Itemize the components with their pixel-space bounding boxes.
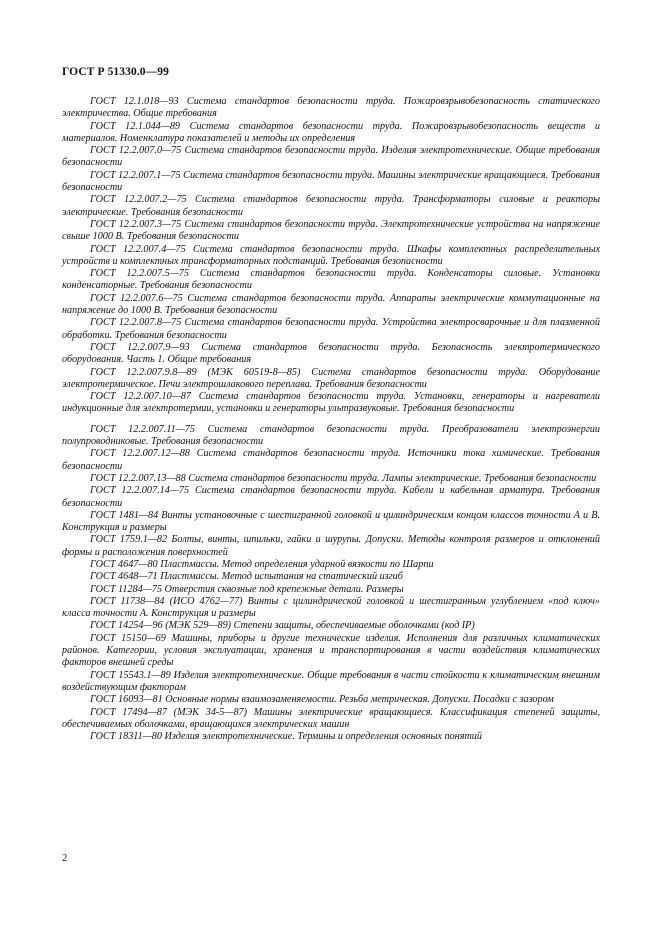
reference-item: ГОСТ 12.2.007.4—75 Система стандартов безопасности труда. Шкафы комплектных распределительных устройств и комплектных трансформаторных подстанций. Требования безопасности: [62, 243, 600, 267]
reference-item: ГОСТ 11738—84 (ИСО 4762—77) Винты с цилиндрической головкой и шестигранным углублением «под ключ» класса точности А. Конструкция и размеры: [62, 595, 600, 620]
reference-item: ГОСТ 12.2.007.8—75 Система стандартов безопасности труда. Устройства электросварочные и для плазменной обработки. Требования безопасности: [62, 317, 600, 341]
reference-item: ГОСТ 15150—69 Машины, приборы и другие технические изделия. Исполнения для различных климатических районов. Категории, условия эксплуатации, хранения и транспортирования в части воздействия климатических факторов внешней среды: [62, 632, 600, 669]
reference-item: ГОСТ 12.2.007.9—93 Система стандартов безопасности труда. Безопасность электротермического оборудования. Часть 1. Общие требования: [62, 341, 600, 366]
reference-item: ГОСТ 12.2.007.9.8—89 (МЭК 60519-8—85) Система стандартов безопасности труда. Оборудование электротермическое. Печи электрошлакового переплава. Требования безопасности: [62, 366, 600, 390]
reference-item: ГОСТ 12.2.007.12—88 Система стандартов безопасности труда. Источники тока химические. Требования безопасности: [62, 448, 600, 472]
reference-item: ГОСТ 12.2.007.0—75 Система стандартов безопасности труда. Изделия электротехнические. Общие требования безопасности: [62, 145, 600, 169]
reference-item: ГОСТ 17494—87 (МЭК 34-5—87) Машины электрические вращающиеся. Классификация степеней защиты, обеспечиваемых оболочками, вращающихся электрических машин: [62, 706, 600, 730]
reference-item: ГОСТ 12.2.007.5—75 Система стандартов безопасности труда. Конденсаторы силовые. Установки конденсаторные. Требования безопасности: [62, 268, 600, 292]
reference-item: ГОСТ 12.2.007.3—75 Система стандартов безопасности труда. Электротехнические устройства на напряжение свыше 1000 В. Требования безопасности: [62, 218, 600, 243]
reference-item: ГОСТ 12.2.007.11—75 Система стандартов безопасности труда. Преобразователи электроэнергии полупроводниковые. Требования безопасности: [62, 423, 600, 448]
reference-item: ГОСТ 14254—96 (МЭК 529—89) Степени защиты, обеспечиваемые оболочками (код IP): [90, 620, 475, 632]
reference-item: ГОСТ 1759.1—82 Болты, винты, шпильки, гайки и шурупы. Допуски. Методы контроля размеров и отклонений формы и расположения поверхностей: [62, 534, 600, 558]
reference-item: ГОСТ 12.2.007.6—75 Система стандартов безопасности труда. Аппараты электрические коммутационные на напряжение до 1000 В. Требования безопасности: [62, 292, 600, 317]
normative-references-list: [62, 96, 600, 743]
reference-item: ГОСТ 12.2.007.10—87 Система стандартов безопасности труда. Установки, генераторы и нагреватели индукционные для электротермии, установки и генераторы ультразвуковые. Требования безопасности: [62, 391, 600, 415]
reference-item: ГОСТ 18311—80 Изделия электротехнические. Термины и определения основных понятий: [90, 731, 482, 743]
reference-item: ГОСТ 4648—71 Пластмассы. Метод испытания на статический изгиб: [90, 571, 403, 583]
reference-item: ГОСТ 12.2.007.2—75 Система стандартов безопасности труда. Трансформаторы силовые и реакторы электрические. Требования безопасности: [62, 194, 600, 218]
reference-item: ГОСТ 15543.1—89 Изделия электротехнические. Общие требования в части стойкости к климатическим внешним воздействующим факторам: [62, 669, 600, 693]
reference-item: ГОСТ 1481—84 Винты установочные с шестигранной головкой и цилиндрическим концом классов точности А и В. Конструкция и размеры: [62, 509, 600, 534]
reference-item: ГОСТ 12.1.018—93 Система стандартов безопасности труда. Пожаровзрывобезопасность статического электричества. Общие требования: [62, 96, 600, 120]
reference-item: ГОСТ 12.2.007.13—88 Система стандартов безопасности труда. Лампы электрические. Требования безопасности: [90, 472, 597, 484]
reference-item: ГОСТ 4647—80 Пластмассы. Метод определения ударной вязкости по Шарпи: [90, 558, 434, 570]
reference-item: ГОСТ 12.1.044—89 Система стандартов безопасности труда. Пожаровзрывобезопасность веществ и материалов. Номенклатура показателей и методы их определения: [62, 120, 600, 144]
page-number: 2: [62, 853, 68, 864]
document-header: ГОСТ Р 51330.0—99: [62, 66, 169, 78]
reference-item: ГОСТ 16093—81 Основные нормы взаимозаменяемости. Резьба метрическая. Допуски. Посадки с зазором: [90, 694, 554, 706]
reference-item: ГОСТ 12.2.007.1—75 Система стандартов безопасности труда. Машины электрические вращающиеся. Требования безопасности: [62, 169, 600, 194]
reference-item: ГОСТ 12.2.007.14—75 Система стандартов безопасности труда. Кабели и кабельная арматура. Требования безопасности: [62, 485, 600, 509]
reference-item: ГОСТ 11284—75 Отверстия сквозные под крепежные детали. Размеры: [90, 583, 404, 595]
